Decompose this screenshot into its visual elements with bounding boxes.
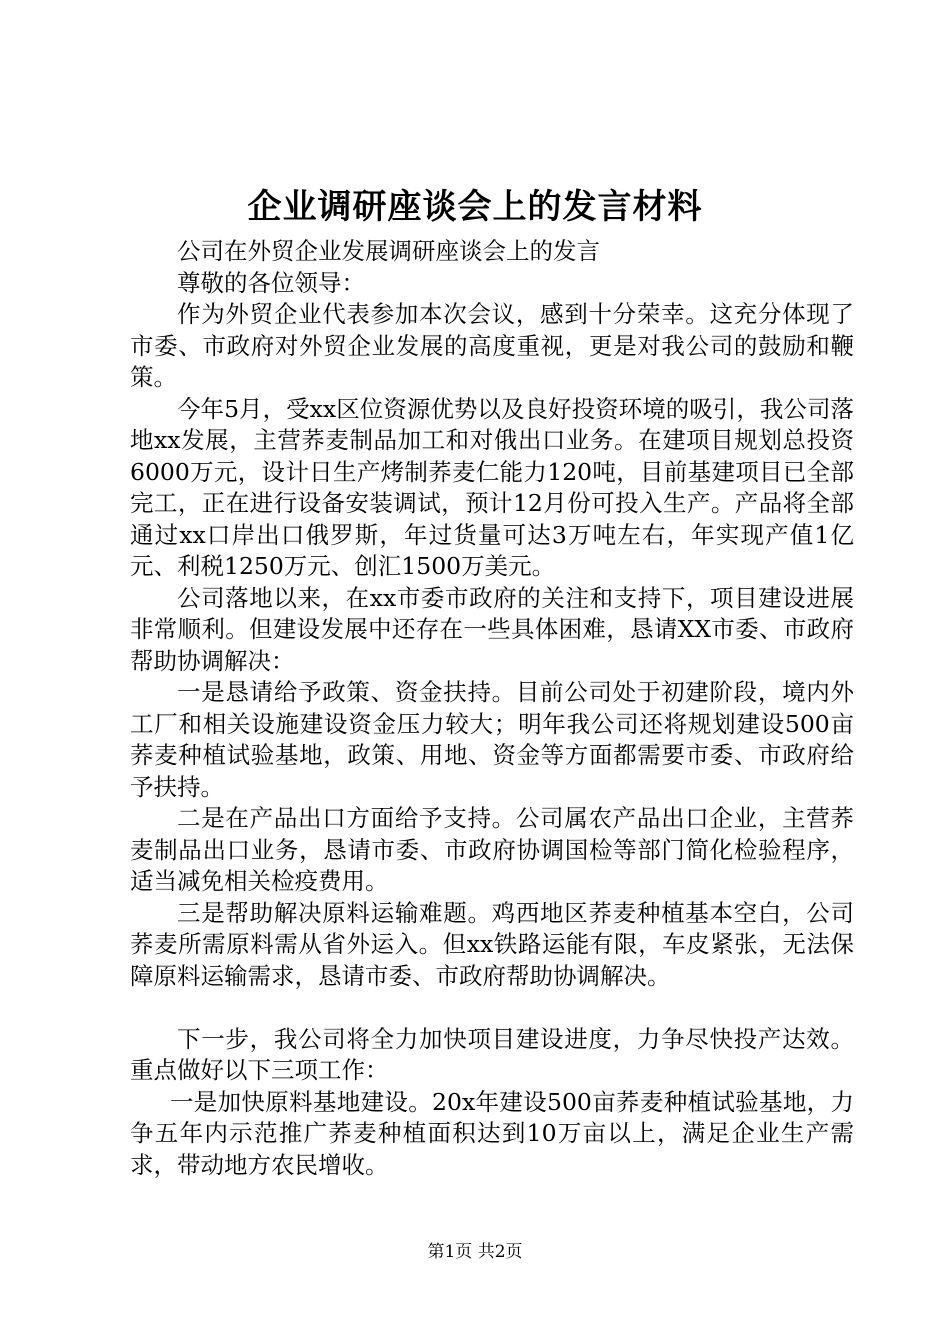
paragraph-salutation: 尊敬的各位领导：	[177, 268, 365, 297]
paragraph-next-steps: 下一步，我公司将全力加快项目建设进度，力争尽快投产达效。重点做好以下三项工作：	[130, 1024, 854, 1084]
document-body	[130, 236, 854, 1181]
paragraph-intro: 作为外贸企业代表参加本次会议，感到十分荣幸。这充分体现了市委、市政府对外贸企业发展的高度重视，更是对我公司的鼓励和鞭策。	[130, 300, 854, 391]
paragraph-company-overview: 今年5月，受xx区位资源优势以及良好投资环境的吸引，我公司落地xx发展，主营荞麦制品加工和对俄出口业务。在建项目规划总投资6000万元，设计日生产烤制荞麦仁能力120吨，目前基建项目已全部完工，正在进行设备安装调试，预计12月份可投入生产。产品将全部通过xx口岸出口俄罗斯，年过货量可达3万吨左右，年实现产值1亿元、利税1250万元、创汇1500万美元。	[130, 394, 854, 580]
paragraph-request-2: 二是在产品出口方面给予支持。公司属农产品出口企业，主营荞麦制品出口业务，恳请市委、市政府协调国检等部门简化检验程序，适当减免相关检疫费用。	[130, 804, 854, 895]
paragraph-request-1: 一是恳请给予政策、资金扶持。目前公司处于初建阶段，境内外工厂和相关设施建设资金压力较大；明年我公司还将规划建设500亩荞麦种植试验基地，政策、用地、资金等方面都需要市委、市政府给予扶持。	[130, 678, 854, 801]
paragraph-request-3: 三是帮助解决原料运输难题。鸡西地区荞麦种植基本空白，公司荞麦所需原料需从省外运入。但xx铁路运能有限，车皮紧张，无法保障原料运输需求，恳请市委、市政府帮助协调解决。	[130, 898, 854, 990]
paragraph-difficulties: 公司落地以来，在xx市委市政府的关注和支持下，项目建设进展非常顺利。但建设发展中还存在一些具体困难，恳请XX市委、市政府帮助协调解决：	[130, 583, 854, 675]
paragraph-task-1: 一是加快原料基地建设。20x年建设500亩荞麦种植试验基地，力争五年内示范推广荞麦种植面积达到10万亩以上，满足企业生产需求，带动地方农民增收。	[130, 1087, 854, 1179]
document-title: 企业调研座谈会上的发言材料	[247, 187, 703, 227]
paragraph-subtitle: 公司在外贸企业发展调研座谈会上的发言	[177, 237, 600, 265]
page-footer: 第1页 共2页	[427, 1242, 523, 1262]
